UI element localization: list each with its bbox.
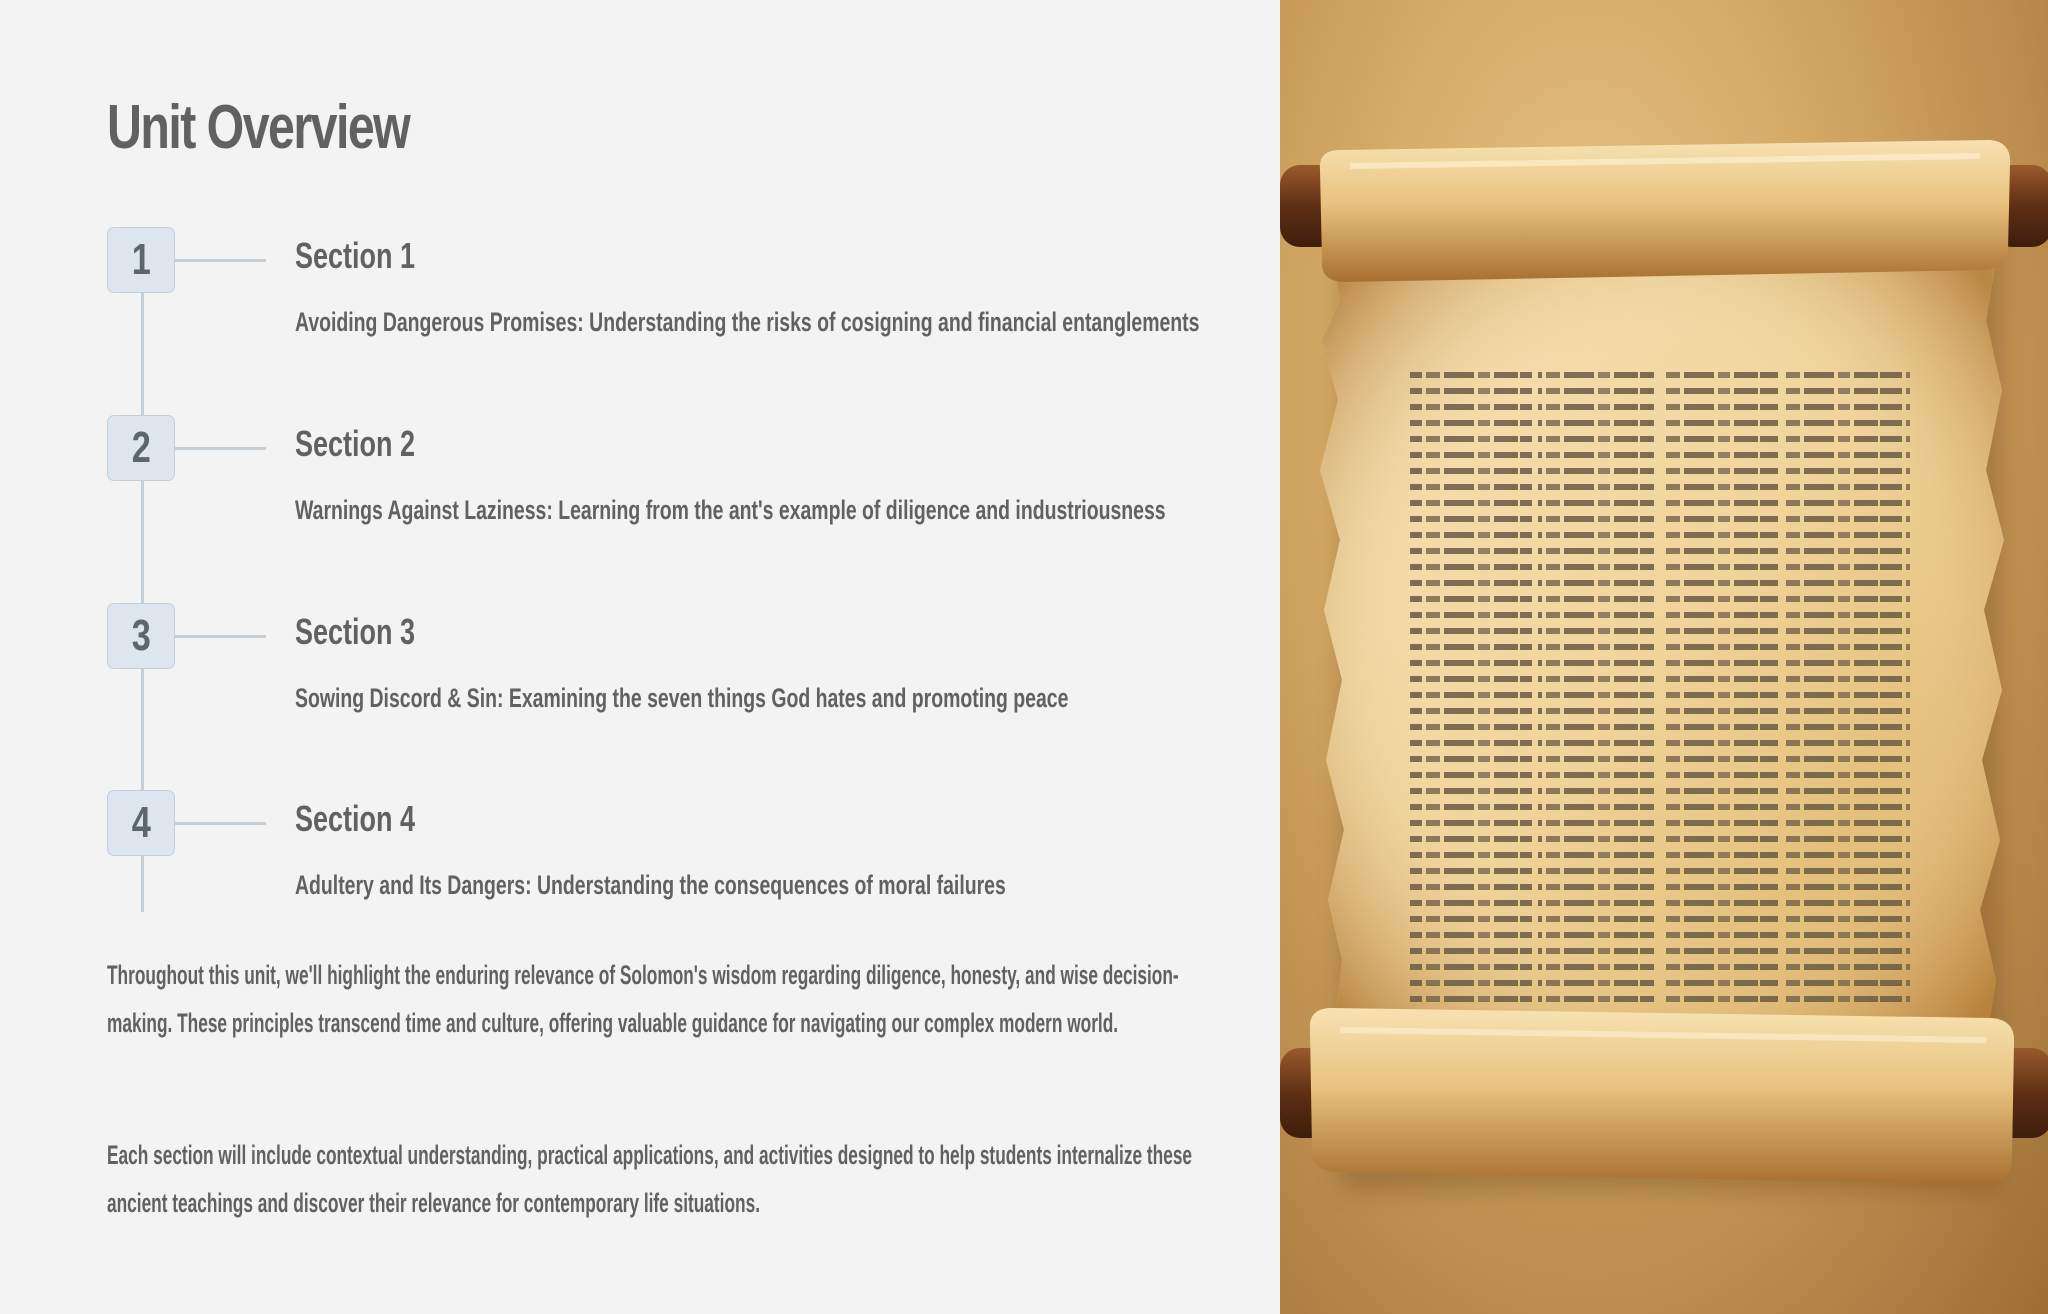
section-title: Section 1 <box>295 235 416 276</box>
section-description: Warnings Against Laziness: Learning from the ant's example of diligence and industriousness <box>295 495 1166 525</box>
timeline-connector <box>175 822 266 825</box>
timeline-connector <box>175 635 266 638</box>
overview-paragraph: Throughout this unit, we'll highlight the enduring relevance of Solomon's wisdom regarding diligence, honesty, and wise decision-making. These principles transcend time and culture, offering valuable guidance for navigating our complex modern world. <box>107 960 1179 1038</box>
section-number-badge <box>107 790 175 856</box>
section-description: Adultery and Its Dangers: Understanding the consequences of moral failures <box>295 870 1006 900</box>
overview-paragraph: Each section will include contextual understanding, practical applications, and activities designed to help students internalize these ancient teachings and discover their relevance for contemporary life situations. <box>107 1140 1193 1218</box>
section-2 <box>107 415 1207 585</box>
scroll-illustration <box>1280 0 2048 1314</box>
section-3 <box>107 603 1207 773</box>
section-number: 1 <box>131 235 151 284</box>
section-number: 2 <box>131 423 151 472</box>
section-number-badge <box>107 415 175 481</box>
section-1 <box>107 227 1207 397</box>
page-title: Unit Overview <box>107 93 410 162</box>
section-number: 4 <box>131 798 151 847</box>
section-4 <box>107 790 1207 960</box>
section-number-badge <box>107 227 175 293</box>
scroll-image <box>1280 0 2048 1314</box>
section-number-badge <box>107 603 175 669</box>
section-title: Section 4 <box>295 798 416 839</box>
timeline-connector <box>175 259 266 262</box>
section-description: Avoiding Dangerous Promises: Understanding the risks of cosigning and financial entanglements <box>295 307 1200 337</box>
section-title: Section 3 <box>295 611 416 652</box>
section-title: Section 2 <box>295 423 416 464</box>
timeline-connector <box>175 447 266 450</box>
section-number: 3 <box>131 611 151 660</box>
section-description: Sowing Discord & Sin: Examining the seven things God hates and promoting peace <box>295 683 1069 713</box>
